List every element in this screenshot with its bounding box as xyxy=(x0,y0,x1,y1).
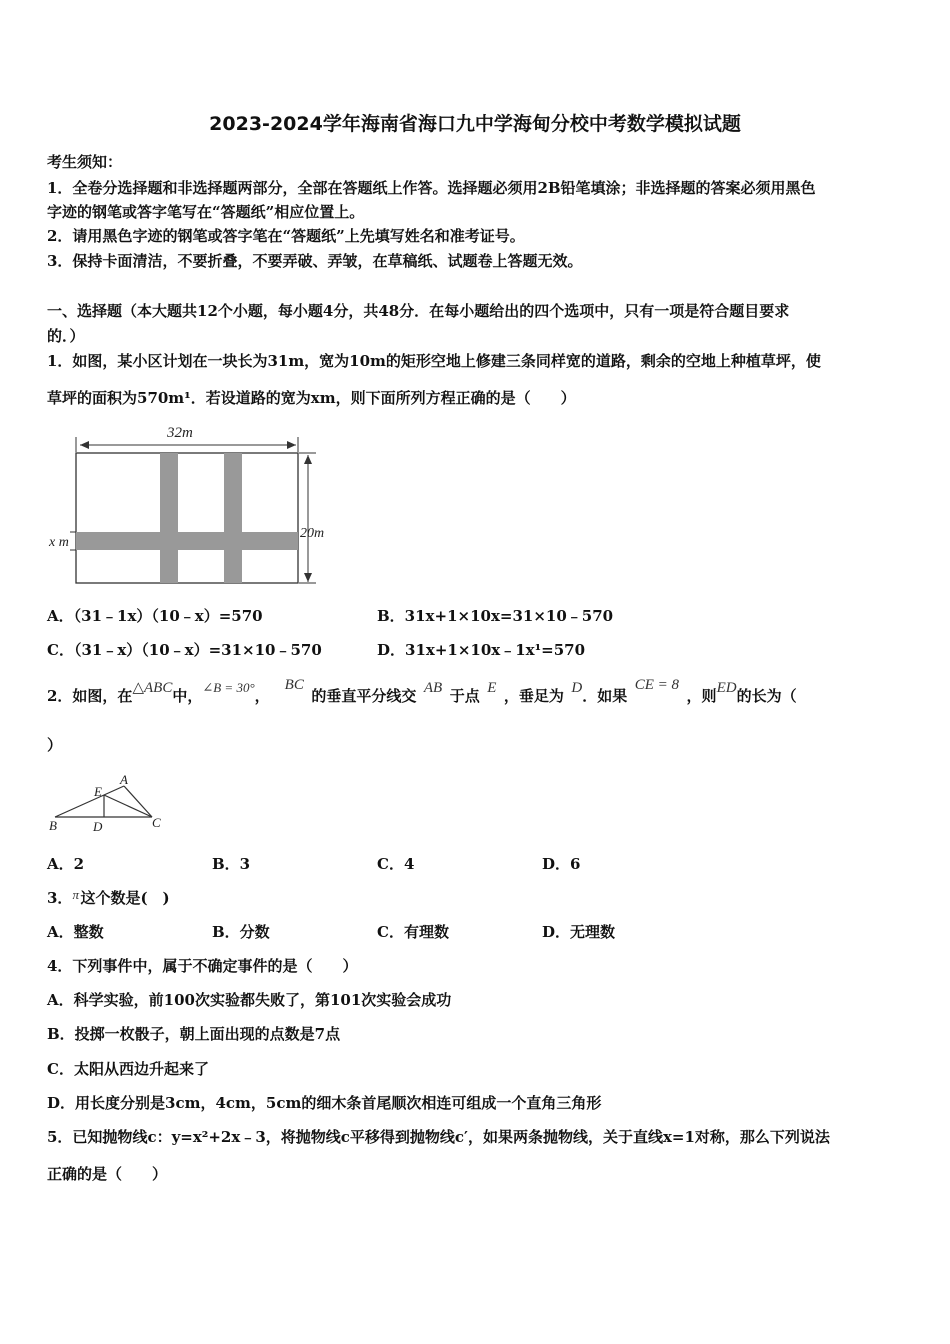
q5-stem-cont: 正确的是（ ） xyxy=(47,1165,168,1183)
q2-option-b: B．3 xyxy=(212,855,251,873)
notice-item-1-cont: 字迹的钢笔或答字笔写在“答题纸”相应位置上。 xyxy=(47,203,365,221)
q2-math-ab: AB xyxy=(423,680,443,696)
q2-math-e: E xyxy=(487,680,497,696)
q2-text-5: 于点 xyxy=(449,687,480,705)
q1-figure-top-label: 32m xyxy=(167,425,193,441)
q2-text-6: ，垂足为 xyxy=(503,687,564,705)
notice-item-1: 1．全卷分选择题和非选择题两部分，全部在答题纸上作答。选择题必须用2B铅笔填涂；非选择题的答案必须用黑色 xyxy=(47,179,816,197)
q1-stem: 1．如图，某小区计划在一块长为31m，宽为10m的矩形空地上修建三条同样宽的道路，剩余的空地上种植草坪，使 xyxy=(47,352,821,370)
q2-figure-label-c: C xyxy=(152,815,161,830)
q1-option-d: D．31x+1×10x﹣1x¹=570 xyxy=(377,641,586,659)
q1-option-a: A．（31﹣1x）（10﹣x）=570 xyxy=(47,607,263,625)
q2-figure-label-e: E xyxy=(94,784,102,799)
q2-math-bc: BC xyxy=(284,677,304,693)
q2-math-triangle: △ABC xyxy=(132,680,173,696)
q2-text-3: ， xyxy=(254,687,270,705)
q1-option-c: C．（31﹣x）（10﹣x）=31×10﹣570 xyxy=(47,641,322,659)
q2-figure-label-d: D xyxy=(93,819,103,834)
q4-option-c: C．太阳从西边升起来了 xyxy=(47,1060,209,1078)
q2-option-c: C．4 xyxy=(377,855,415,873)
q3-option-b: B．分数 xyxy=(212,923,270,941)
q1-figure-right-label: 20m xyxy=(300,526,325,541)
q3-text: 这个数是( ) xyxy=(80,889,170,907)
q2-text-1: 2．如图，在 xyxy=(47,687,133,705)
q2-figure-label-a: A xyxy=(120,772,128,787)
q4-option-b: B．投掷一枚骰子，朝上面出现的点数是7点 xyxy=(47,1025,341,1043)
q3-number: 3． xyxy=(47,889,73,907)
q4-option-a: A．科学实验，前100次实验都失败了，第101次实验会成功 xyxy=(47,991,452,1009)
section-header: 一、选择题（本大题共12个小题，每小题4分，共48分．在每小题给出的四个选项中，只有一项是符合题目要求 xyxy=(47,302,790,320)
q4-stem: 4．下列事件中，属于不确定事件的是（ ） xyxy=(47,957,358,975)
q5-stem: 5．已知抛物线c：y=x²+2x﹣3，将抛物线c平移得到抛物线c′，如果两条抛物线，关于直线x=1对称，那么下列说法 xyxy=(47,1128,830,1146)
q1-figure-left-label: x m xyxy=(49,535,69,550)
page-title: 2023-2024学年海南省海口九中学海甸分校中考数学模拟试题 xyxy=(209,113,741,135)
q2-option-a: A．2 xyxy=(47,855,85,873)
q1-stem-cont: 草坪的面积为570m¹．若设道路的宽为xm，则下面所列方程正确的是（ ） xyxy=(47,389,576,407)
notice-item-3: 3．保持卡面清洁，不要折叠，不要弄破、弄皱，在草稿纸、试题卷上答题无效。 xyxy=(47,252,583,270)
q2-math-angle: ∠B = 30° xyxy=(202,680,255,695)
q2-text-7: ．如果 xyxy=(582,687,628,705)
q2-text-9: 的长为（ xyxy=(736,687,797,705)
q3-option-d: D．无理数 xyxy=(542,923,616,941)
q3-stem xyxy=(47,888,170,909)
q2-math-ed: ED xyxy=(716,680,737,696)
notice-heading: 考生须知： xyxy=(47,153,123,171)
q2-text-2: 中， xyxy=(172,687,203,705)
section-header-cont: 的．） xyxy=(47,327,85,345)
q1-option-b: B．31x+1×10x=31×10﹣570 xyxy=(377,607,614,625)
q3-math-pi: π xyxy=(72,887,79,902)
q2-text-8: ，则 xyxy=(686,687,717,705)
q2-option-d: D．6 xyxy=(542,855,581,873)
q4-option-d: D．用长度分别是3cm，4cm，5cm的细木条首尾顺次相连可组成一个直角三角形 xyxy=(47,1094,602,1112)
q3-option-a: A．整数 xyxy=(47,923,104,941)
q2-text-4: 的垂直平分线交 xyxy=(311,687,417,705)
q2-math-ce: CE = 8 xyxy=(634,677,680,693)
q2-math-d: D xyxy=(571,680,583,696)
q2-figure-label-b: B xyxy=(49,818,57,833)
notice-item-2: 2．请用黑色字迹的钢笔或答字笔在“答题纸”上先填写姓名和准考证号。 xyxy=(47,227,525,245)
q3-option-c: C．有理数 xyxy=(377,923,449,941)
q2-stem-close: ） xyxy=(47,736,63,754)
